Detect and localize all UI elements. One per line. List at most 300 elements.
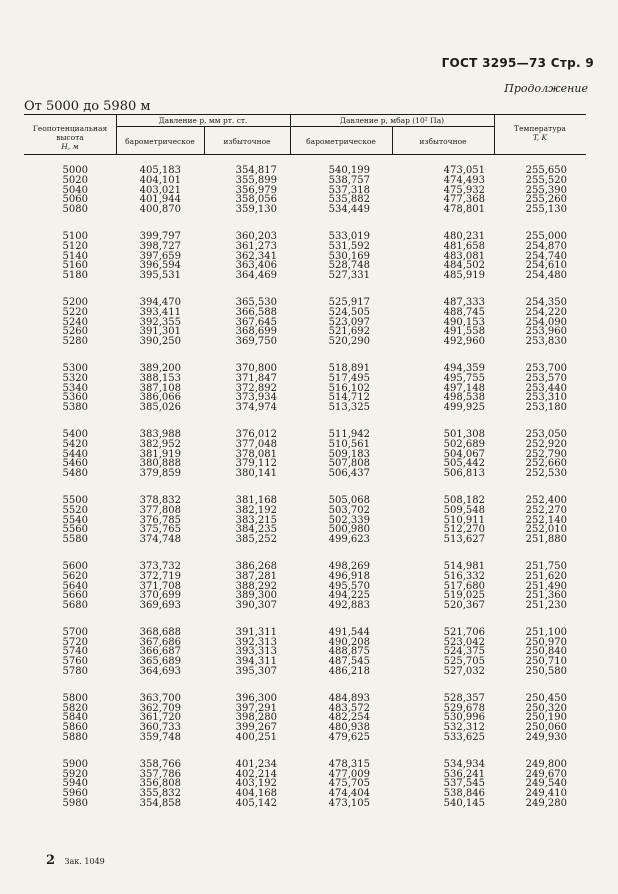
height-cell: 5160: [62, 260, 88, 272]
temperature-cell: 252,530: [525, 468, 567, 480]
excess-mbar-cell: 540,145: [443, 798, 485, 810]
table-row: [24, 166, 610, 176]
barometric-mbar-cell: 490,208: [328, 636, 370, 648]
table-row: [24, 799, 610, 809]
excess-mbar-cell: 530,996: [443, 712, 485, 724]
excess-mmhg-cell: 383,215: [235, 514, 277, 526]
barometric-mmhg-cell: 398,727: [139, 240, 181, 252]
height-cell: 5640: [62, 580, 88, 592]
excess-mbar-cell: 528,357: [443, 692, 485, 704]
barometric-mmhg-cell: 378,832: [139, 494, 181, 506]
table-row: [24, 779, 610, 789]
excess-mbar-cell: 480,231: [443, 230, 485, 242]
table-row: [24, 261, 610, 271]
temperature-cell: 255,130: [525, 204, 567, 216]
excess-mmhg-cell: 358,056: [235, 194, 277, 206]
barometric-mbar-cell: 520,290: [328, 336, 370, 348]
barometric-mbar-cell: 495,570: [328, 580, 370, 592]
height-cell: 5240: [62, 316, 88, 328]
height-cell: 5000: [62, 165, 88, 176]
data-table: [24, 166, 610, 809]
height-cell: 5720: [62, 636, 88, 648]
gap-cell: [24, 413, 610, 430]
table-row: [24, 298, 610, 308]
excess-mmhg-cell: 355,899: [235, 174, 277, 186]
temperature-cell: 254,480: [525, 270, 567, 282]
excess-mmhg-cell: 378,081: [235, 448, 277, 460]
row-group-gap: [24, 611, 610, 628]
barometric-mbar-cell: 484,893: [328, 692, 370, 704]
table-top-rule: [24, 114, 586, 115]
excess-mbar-cell: 513,627: [443, 534, 485, 546]
temperature-cell: 252,660: [525, 458, 567, 470]
excess-mmhg-cell: 379,112: [235, 458, 277, 470]
barometric-mmhg-cell: 385,026: [139, 402, 181, 414]
excess-mmhg-cell: 367,645: [235, 316, 277, 328]
temperature-cell: 249,540: [525, 778, 567, 790]
barometric-mmhg-cell: 374,748: [139, 534, 181, 546]
header-barometric-mmhg: барометрическое: [125, 137, 195, 146]
header-excess-mmhg: избыточное: [223, 137, 271, 146]
excess-mmhg-cell: 380,141: [235, 468, 277, 480]
height-cell: 5360: [62, 392, 88, 404]
excess-mbar-cell: 537,545: [443, 778, 485, 790]
barometric-mbar-cell: 487,545: [328, 656, 370, 668]
height-cell: 5660: [62, 590, 88, 602]
excess-mbar-cell: 498,538: [443, 392, 485, 404]
barometric-mmhg-cell: 363,700: [139, 692, 181, 704]
barometric-mmhg-cell: 373,732: [139, 560, 181, 572]
excess-mmhg-cell: 364,469: [235, 270, 277, 282]
barometric-mmhg-cell: 403,021: [139, 184, 181, 196]
height-cell: 5760: [62, 656, 88, 668]
barometric-mmhg-cell: 355,832: [139, 788, 181, 800]
temperature-cell: 249,800: [525, 758, 567, 770]
excess-mmhg-cell: 394,311: [235, 656, 277, 668]
temperature-cell: 253,310: [525, 392, 567, 404]
temperature-cell: 250,840: [525, 646, 567, 658]
barometric-mmhg-cell: 404,101: [139, 174, 181, 186]
temperature-cell: 252,270: [525, 504, 567, 516]
height-cell: 5500: [62, 494, 88, 506]
height-cell: 5100: [62, 230, 88, 242]
excess-mbar-cell: 520,367: [443, 600, 485, 612]
excess-mmhg-cell: 398,280: [235, 712, 277, 724]
table-row: [24, 667, 610, 677]
height-cell: 5420: [62, 438, 88, 450]
excess-mmhg-cell: 395,307: [235, 666, 277, 678]
barometric-mbar-cell: 502,339: [328, 514, 370, 526]
excess-mbar-cell: 488,745: [443, 306, 485, 318]
temperature-cell: 254,610: [525, 260, 567, 272]
barometric-mbar-cell: 477,009: [328, 768, 370, 780]
barometric-mmhg-cell: 366,687: [139, 646, 181, 658]
barometric-mbar-cell: 518,891: [328, 362, 370, 374]
table-row: [24, 205, 610, 215]
temperature-cell: 251,230: [525, 600, 567, 612]
table-row: [24, 384, 610, 394]
barometric-mmhg-cell: 357,786: [139, 768, 181, 780]
height-cell: 5980: [62, 798, 88, 810]
barometric-mbar-cell: 514,712: [328, 392, 370, 404]
barometric-mbar-cell: 475,705: [328, 778, 370, 790]
header-excess-mbar: избыточное: [419, 137, 467, 146]
barometric-mmhg-cell: 396,594: [139, 260, 181, 272]
height-cell: 5120: [62, 240, 88, 252]
barometric-mbar-cell: 507,808: [328, 458, 370, 470]
barometric-mmhg-cell: 371,708: [139, 580, 181, 592]
excess-mmhg-cell: 374,974: [235, 402, 277, 414]
temperature-cell: 254,350: [525, 296, 567, 308]
height-cell: 5620: [62, 570, 88, 582]
temperature-cell: 249,280: [525, 798, 567, 810]
barometric-mbar-cell: 482,254: [328, 712, 370, 724]
excess-mbar-cell: 538,846: [443, 788, 485, 800]
excess-mbar-cell: 508,182: [443, 494, 485, 506]
temperature-cell: 253,180: [525, 402, 567, 414]
temperature-cell: 251,360: [525, 590, 567, 602]
barometric-mmhg-cell: 395,531: [139, 270, 181, 282]
barometric-mmhg-cell: 356,808: [139, 778, 181, 790]
table-row: [24, 760, 610, 770]
table-row: [24, 638, 610, 648]
barometric-mbar-cell: 479,625: [328, 732, 370, 744]
excess-mbar-cell: 495,755: [443, 372, 485, 384]
excess-mmhg-cell: 365,530: [235, 296, 277, 308]
excess-mmhg-cell: 366,588: [235, 306, 277, 318]
header-temperature: [494, 124, 586, 142]
header-pressure-mbar: Давление p, мбар (10² Па): [339, 116, 445, 125]
barometric-mmhg-cell: 362,709: [139, 702, 181, 714]
excess-mmhg-cell: 392,313: [235, 636, 277, 648]
excess-mmhg-cell: 403,192: [235, 778, 277, 790]
temperature-cell: 254,090: [525, 316, 567, 328]
barometric-mbar-cell: 473,105: [328, 798, 370, 810]
barometric-mbar-cell: 525,917: [328, 296, 370, 308]
excess-mbar-cell: 534,934: [443, 758, 485, 770]
barometric-mmhg-cell: 388,153: [139, 372, 181, 384]
barometric-mbar-cell: 531,592: [328, 240, 370, 252]
excess-mbar-cell: 512,270: [443, 524, 485, 536]
height-cell: 5680: [62, 600, 88, 612]
header-height-unit: H, м: [61, 142, 79, 151]
gap-cell: [24, 677, 610, 694]
height-cell: 5340: [62, 382, 88, 394]
excess-mmhg-cell: 391,311: [235, 626, 277, 638]
row-group-gap: [24, 215, 610, 232]
barometric-mmhg-cell: 359,748: [139, 732, 181, 744]
temperature-cell: 251,880: [525, 534, 567, 546]
barometric-mbar-cell: 516,102: [328, 382, 370, 394]
table-row: [24, 628, 610, 638]
excess-mmhg-cell: 360,203: [235, 230, 277, 242]
excess-mmhg-cell: 386,268: [235, 560, 277, 572]
table-row: [24, 535, 610, 545]
barometric-mmhg-cell: 392,355: [139, 316, 181, 328]
barometric-mbar-cell: 500,980: [328, 524, 370, 536]
barometric-mmhg-cell: 376,785: [139, 514, 181, 526]
temperature-cell: 252,010: [525, 524, 567, 536]
height-cell: 5780: [62, 666, 88, 678]
excess-mbar-cell: 514,981: [443, 560, 485, 572]
table-row: [24, 327, 610, 337]
barometric-mbar-cell: 496,918: [328, 570, 370, 582]
height-cell: 5960: [62, 788, 88, 800]
temperature-cell: 250,060: [525, 722, 567, 734]
height-cell: 5200: [62, 296, 88, 308]
table-row: [24, 582, 610, 592]
header-barometric-mbar: барометрическое: [306, 137, 376, 146]
excess-mbar-cell: 527,032: [443, 666, 485, 678]
excess-mmhg-cell: 381,168: [235, 494, 277, 506]
temperature-cell: 251,620: [525, 570, 567, 582]
barometric-mmhg-cell: 387,108: [139, 382, 181, 394]
excess-mbar-cell: 484,502: [443, 260, 485, 272]
excess-mmhg-cell: 385,252: [235, 534, 277, 546]
barometric-mmhg-cell: 400,870: [139, 204, 181, 216]
excess-mbar-cell: 510,911: [443, 514, 485, 526]
excess-mbar-cell: 533,625: [443, 732, 485, 744]
barometric-mmhg-cell: 354,858: [139, 798, 181, 810]
excess-mbar-cell: 499,925: [443, 402, 485, 414]
barometric-mbar-cell: 528,748: [328, 260, 370, 272]
barometric-mbar-cell: 538,757: [328, 174, 370, 186]
table-subheader-rule: [116, 126, 494, 127]
temperature-cell: 255,260: [525, 194, 567, 206]
barometric-mmhg-cell: 381,919: [139, 448, 181, 460]
gap-cell: [24, 611, 610, 628]
excess-mmhg-cell: 384,235: [235, 524, 277, 536]
excess-mmhg-cell: 405,142: [235, 798, 277, 810]
height-cell: 5920: [62, 768, 88, 780]
barometric-mbar-cell: 488,875: [328, 646, 370, 658]
row-group-gap: [24, 347, 610, 364]
barometric-mbar-cell: 486,218: [328, 666, 370, 678]
excess-mbar-cell: 532,312: [443, 722, 485, 734]
barometric-mbar-cell: 483,572: [328, 702, 370, 714]
excess-mmhg-cell: 396,300: [235, 692, 277, 704]
excess-mbar-cell: 492,960: [443, 336, 485, 348]
height-cell: 5460: [62, 458, 88, 470]
excess-mmhg-cell: 387,281: [235, 570, 277, 582]
table-row: [24, 723, 610, 733]
height-cell: 5820: [62, 702, 88, 714]
table-row: [24, 393, 610, 403]
table-row: [24, 252, 610, 262]
height-cell: 5600: [62, 560, 88, 572]
temperature-cell: 252,790: [525, 448, 567, 460]
table-row: [24, 647, 610, 657]
barometric-mbar-cell: 517,495: [328, 372, 370, 384]
barometric-mmhg-cell: 377,808: [139, 504, 181, 516]
excess-mbar-cell: 481,658: [443, 240, 485, 252]
table-row: [24, 176, 610, 186]
barometric-mbar-cell: 535,882: [328, 194, 370, 206]
excess-mbar-cell: 483,081: [443, 250, 485, 262]
row-group-gap: [24, 545, 610, 562]
table-row: [24, 271, 610, 281]
excess-mmhg-cell: 397,291: [235, 702, 277, 714]
table-row: [24, 450, 610, 460]
height-cell: 5940: [62, 778, 88, 790]
table-row: [24, 572, 610, 582]
table-row: [24, 374, 610, 384]
gap-cell: [24, 215, 610, 232]
temperature-cell: 253,050: [525, 428, 567, 440]
barometric-mmhg-cell: 383,988: [139, 428, 181, 440]
table-row: [24, 601, 610, 611]
excess-mbar-cell: 490,153: [443, 316, 485, 328]
excess-mbar-cell: 491,558: [443, 326, 485, 338]
table-row: [24, 789, 610, 799]
height-cell: 5800: [62, 692, 88, 704]
barometric-mmhg-cell: 361,720: [139, 712, 181, 724]
header-height-label: Геопотенциальная высота: [32, 124, 108, 142]
table-row: [24, 591, 610, 601]
excess-mmhg-cell: 363,406: [235, 260, 277, 272]
barometric-mbar-cell: 498,269: [328, 560, 370, 572]
excess-mmhg-cell: 359,130: [235, 204, 277, 216]
table-row: [24, 496, 610, 506]
gap-cell: [24, 347, 610, 364]
temperature-cell: 255,000: [525, 230, 567, 242]
barometric-mmhg-cell: 382,952: [139, 438, 181, 450]
excess-mmhg-cell: 388,292: [235, 580, 277, 592]
row-group-gap: [24, 479, 610, 496]
barometric-mmhg-cell: 379,859: [139, 468, 181, 480]
barometric-mmhg-cell: 365,689: [139, 656, 181, 668]
table-row: [24, 430, 610, 440]
header-temperature-label: Температура: [514, 124, 566, 133]
height-cell: 5040: [62, 184, 88, 196]
header-height: [24, 124, 116, 151]
excess-mbar-cell: 525,705: [443, 656, 485, 668]
excess-mbar-cell: 494,359: [443, 362, 485, 374]
barometric-mmhg-cell: 405,183: [139, 165, 181, 176]
table-row: [24, 318, 610, 328]
table-row: [24, 232, 610, 242]
height-cell: 5380: [62, 402, 88, 414]
row-group-gap: [24, 677, 610, 694]
barometric-mbar-cell: 499,623: [328, 534, 370, 546]
excess-mbar-cell: 505,442: [443, 458, 485, 470]
page-footer: [46, 853, 105, 868]
barometric-mmhg-cell: 370,699: [139, 590, 181, 602]
height-cell: 5440: [62, 448, 88, 460]
excess-mmhg-cell: 390,307: [235, 600, 277, 612]
excess-mmhg-cell: 376,012: [235, 428, 277, 440]
barometric-mbar-cell: 494,225: [328, 590, 370, 602]
row-group-gap: [24, 743, 610, 760]
height-cell: 5020: [62, 174, 88, 186]
excess-mbar-cell: 529,678: [443, 702, 485, 714]
table-row: [24, 506, 610, 516]
barometric-mmhg-cell: 386,066: [139, 392, 181, 404]
excess-mmhg-cell: 382,192: [235, 504, 277, 516]
temperature-cell: 249,410: [525, 788, 567, 800]
barometric-mmhg-cell: 372,719: [139, 570, 181, 582]
temperature-cell: 252,920: [525, 438, 567, 450]
table-header-bottom-rule: [24, 154, 586, 155]
table-row: [24, 770, 610, 780]
height-cell: 5540: [62, 514, 88, 526]
excess-mmhg-cell: 400,251: [235, 732, 277, 744]
height-cell: 5840: [62, 712, 88, 724]
temperature-cell: 250,190: [525, 712, 567, 724]
temperature-cell: 253,440: [525, 382, 567, 394]
excess-mbar-cell: 516,332: [443, 570, 485, 582]
barometric-mbar-cell: 509,183: [328, 448, 370, 460]
barometric-mmhg-cell: 368,688: [139, 626, 181, 638]
height-cell: 5880: [62, 732, 88, 744]
barometric-mmhg-cell: 390,250: [139, 336, 181, 348]
excess-mmhg-cell: 401,234: [235, 758, 277, 770]
excess-mmhg-cell: 399,267: [235, 722, 277, 734]
range-title: От 5000 до 5980 м: [24, 99, 151, 114]
barometric-mbar-cell: 540,199: [328, 165, 370, 176]
barometric-mbar-cell: 513,325: [328, 402, 370, 414]
table-row: [24, 195, 610, 205]
barometric-mmhg-cell: 399,797: [139, 230, 181, 242]
gap-cell: [24, 743, 610, 760]
barometric-mbar-cell: 511,942: [328, 428, 370, 440]
temperature-cell: 250,970: [525, 636, 567, 648]
excess-mbar-cell: 519,025: [443, 590, 485, 602]
table-row: [24, 440, 610, 450]
temperature-cell: 254,740: [525, 250, 567, 262]
continuation-label: Продолжение: [504, 82, 588, 95]
barometric-mmhg-cell: 401,944: [139, 194, 181, 206]
table-row: [24, 657, 610, 667]
temperature-cell: 253,960: [525, 326, 567, 338]
barometric-mbar-cell: 523,097: [328, 316, 370, 328]
excess-mmhg-cell: 370,800: [235, 362, 277, 374]
height-cell: 5560: [62, 524, 88, 536]
barometric-mbar-cell: 533,019: [328, 230, 370, 242]
excess-mbar-cell: 517,680: [443, 580, 485, 592]
excess-mbar-cell: 485,919: [443, 270, 485, 282]
excess-mmhg-cell: 393,313: [235, 646, 277, 658]
excess-mbar-cell: 536,241: [443, 768, 485, 780]
data-table-body: [24, 166, 610, 809]
temperature-cell: 249,670: [525, 768, 567, 780]
barometric-mbar-cell: 527,331: [328, 270, 370, 282]
barometric-mmhg-cell: 369,693: [139, 600, 181, 612]
height-cell: 5900: [62, 758, 88, 770]
excess-mbar-cell: 501,308: [443, 428, 485, 440]
excess-mbar-cell: 523,042: [443, 636, 485, 648]
height-cell: 5300: [62, 362, 88, 374]
barometric-mbar-cell: 510,561: [328, 438, 370, 450]
excess-mmhg-cell: 371,847: [235, 372, 277, 384]
height-cell: 5260: [62, 326, 88, 338]
excess-mbar-cell: 502,689: [443, 438, 485, 450]
temperature-cell: 250,580: [525, 666, 567, 678]
page-header: ГОСТ 3295—73 Стр. 9: [441, 56, 594, 70]
height-cell: 5180: [62, 270, 88, 282]
excess-mbar-cell: 487,333: [443, 296, 485, 308]
excess-mmhg-cell: 354,817: [235, 165, 277, 176]
excess-mbar-cell: 509,548: [443, 504, 485, 516]
excess-mmhg-cell: 404,168: [235, 788, 277, 800]
barometric-mbar-cell: 492,883: [328, 600, 370, 612]
barometric-mmhg-cell: 375,765: [139, 524, 181, 536]
table-row: [24, 469, 610, 479]
height-cell: 5220: [62, 306, 88, 318]
table-row: [24, 403, 610, 413]
temperature-cell: 251,490: [525, 580, 567, 592]
barometric-mbar-cell: 521,692: [328, 326, 370, 338]
